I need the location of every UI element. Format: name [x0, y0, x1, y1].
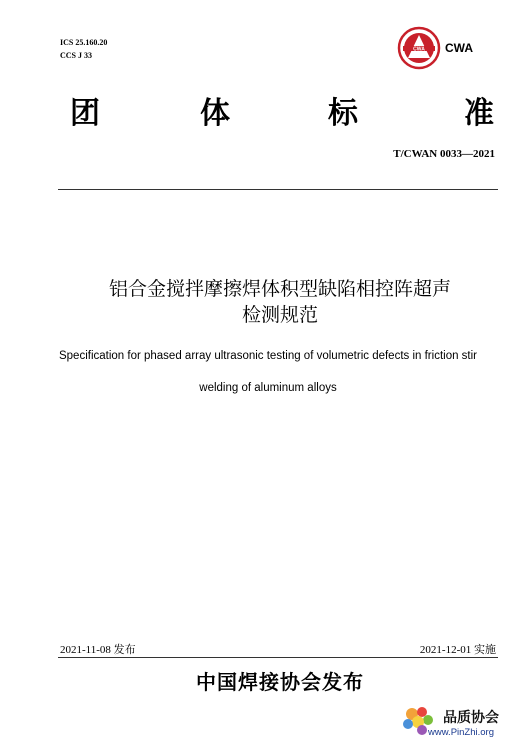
- standard-type-char: 标: [328, 96, 358, 131]
- bottom-divider: [58, 657, 498, 658]
- standard-type-char: 体: [200, 96, 230, 131]
- logo-inner-text: CWA: [413, 46, 425, 53]
- title-chinese: [60, 276, 500, 328]
- top-divider: [58, 189, 498, 190]
- standard-type-char: 准: [464, 96, 494, 131]
- title-en-line2: welding of aluminum alloys: [199, 382, 337, 394]
- publisher: 中国焊接协会发布: [196, 670, 364, 694]
- title-en-line1: Specification for phased array ultrasonic testing of volumetric defects in friction stir: [58, 350, 478, 362]
- ccs-code: CCS J 33: [60, 51, 93, 60]
- standard-type-char: 团: [70, 96, 100, 131]
- ics-code: ICS 25.160.20: [60, 38, 108, 47]
- title-cn-line1: 铝合金搅拌摩擦焊体积型缺陷相控阵超声: [108, 278, 451, 300]
- standard-type-heading: [60, 88, 500, 131]
- title-cn-line2: 检测规范: [241, 304, 318, 326]
- issue-date: 2021-11-08 发布: [60, 644, 136, 656]
- watermark-url: www.PinZhi.org: [428, 727, 494, 738]
- cwa-logo-text: CWA: [445, 41, 473, 55]
- standard-number: T/CWAN 0033—2021: [393, 148, 495, 160]
- implement-date: 2021-12-01 实施: [419, 644, 496, 656]
- classification-codes: [60, 36, 107, 62]
- cwa-logo-icon: [397, 26, 441, 70]
- title-english: [28, 340, 508, 404]
- watermark-name: 品质协会: [443, 710, 499, 726]
